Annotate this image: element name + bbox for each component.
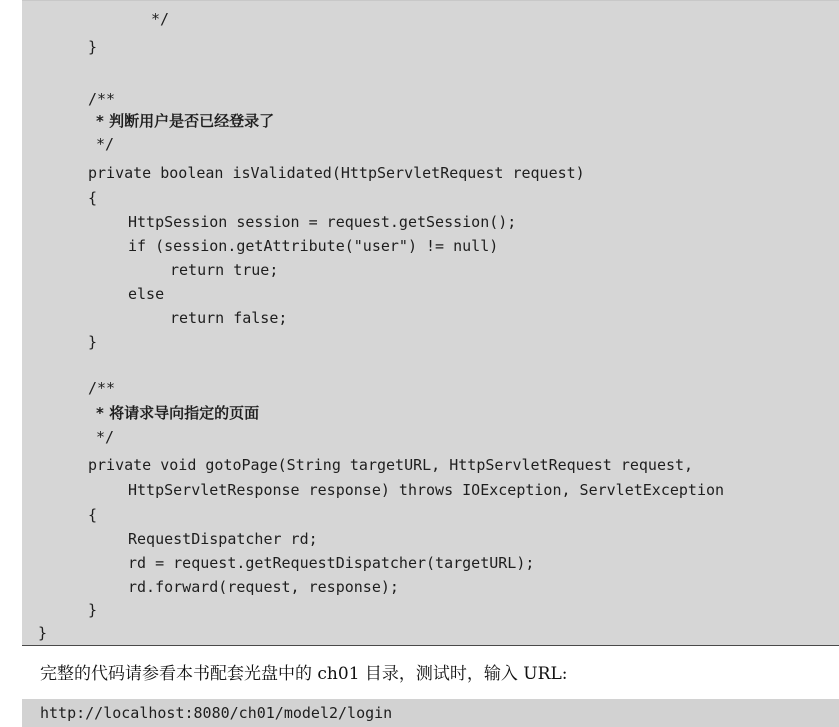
code-line: RequestDispatcher rd;	[128, 530, 318, 548]
code-line: {	[88, 506, 98, 524]
code-listing	[22, 0, 839, 646]
code-line: }	[88, 601, 98, 619]
code-line: HttpSession session = request.getSession();	[128, 213, 517, 231]
code-line: return true;	[170, 261, 279, 279]
instruction-text: 完整的代码请参看本书配套光盘中的 ch01 目录，测试时，输入 URL:	[40, 664, 568, 684]
test-url: http://localhost:8080/ch01/model2/login	[40, 704, 393, 722]
code-line: /**	[88, 90, 116, 108]
code-comment: * 判断用户是否已经登录了	[96, 112, 275, 130]
code-line: HttpServletResponse response) throws IOException, ServletException	[128, 481, 725, 499]
code-line: }	[38, 624, 48, 642]
code-line: private void gotoPage(String targetURL, HttpServletRequest request,	[88, 456, 694, 474]
code-line: */	[151, 10, 170, 28]
code-line: }	[88, 38, 98, 56]
code-line: rd = request.getRequestDispatcher(targetURL);	[128, 554, 535, 572]
code-line: else	[128, 285, 165, 303]
code-line: /**	[88, 379, 116, 397]
code-line: }	[88, 333, 98, 351]
code-line: if (session.getAttribute("user") != null)	[128, 237, 499, 255]
code-line: */	[96, 135, 115, 153]
code-comment: * 将请求导向指定的页面	[96, 404, 260, 422]
url-code-block	[22, 699, 839, 727]
code-line: return false;	[170, 309, 288, 327]
code-line: */	[96, 428, 115, 446]
code-line: private boolean isValidated(HttpServletRequest request)	[88, 164, 585, 182]
code-line: {	[88, 189, 98, 207]
code-line: rd.forward(request, response);	[128, 578, 399, 596]
